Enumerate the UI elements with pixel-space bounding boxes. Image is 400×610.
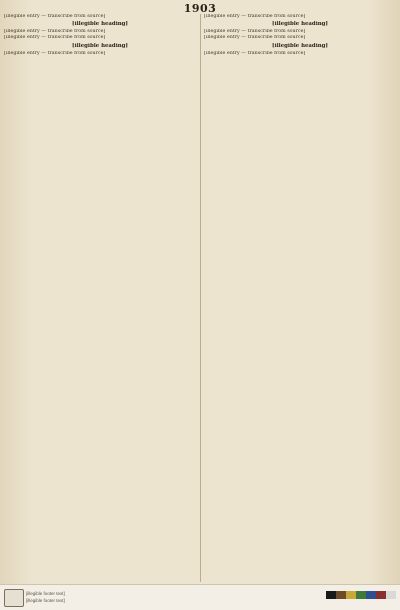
color-swatch	[326, 591, 336, 599]
section-heading: [illegible heading]	[72, 42, 128, 49]
section-heading: [illegible heading]	[272, 42, 328, 49]
page-number: 1903	[183, 2, 217, 15]
list-entry: [illegible entry — transcribe from source]	[4, 14, 106, 19]
section-heading: [illegible heading]	[272, 21, 328, 28]
footer-line: [illegible footer text]	[26, 598, 65, 603]
color-swatch	[346, 591, 356, 599]
color-swatch	[376, 591, 386, 599]
list-entry: [illegible entry — transcribe from source]	[4, 50, 106, 56]
text-columns	[4, 14, 396, 582]
color-swatch	[386, 591, 396, 599]
list-entry: [illegible entry — transcribe from source]	[204, 50, 306, 56]
footer-bar	[0, 584, 400, 610]
color-calibration-bar	[326, 591, 396, 599]
color-swatch	[366, 591, 376, 599]
left-column	[4, 14, 196, 582]
list-entry: [illegible entry — transcribe from source]	[204, 14, 306, 19]
color-swatch	[356, 591, 366, 599]
color-swatch	[336, 591, 346, 599]
list-entry: [illegible entry — transcribe from source]	[4, 29, 106, 35]
right-column	[200, 14, 396, 582]
list-entry: [illegible entry — transcribe from source]	[204, 29, 306, 35]
section-heading: [illegible heading]	[72, 21, 128, 28]
footer-line: [illegible footer text]	[26, 591, 65, 596]
list-entry: [illegible entry — transcribe from source]	[4, 35, 106, 41]
library-logo-icon	[4, 589, 24, 607]
list-entry: [illegible entry — transcribe from source]	[204, 35, 306, 41]
